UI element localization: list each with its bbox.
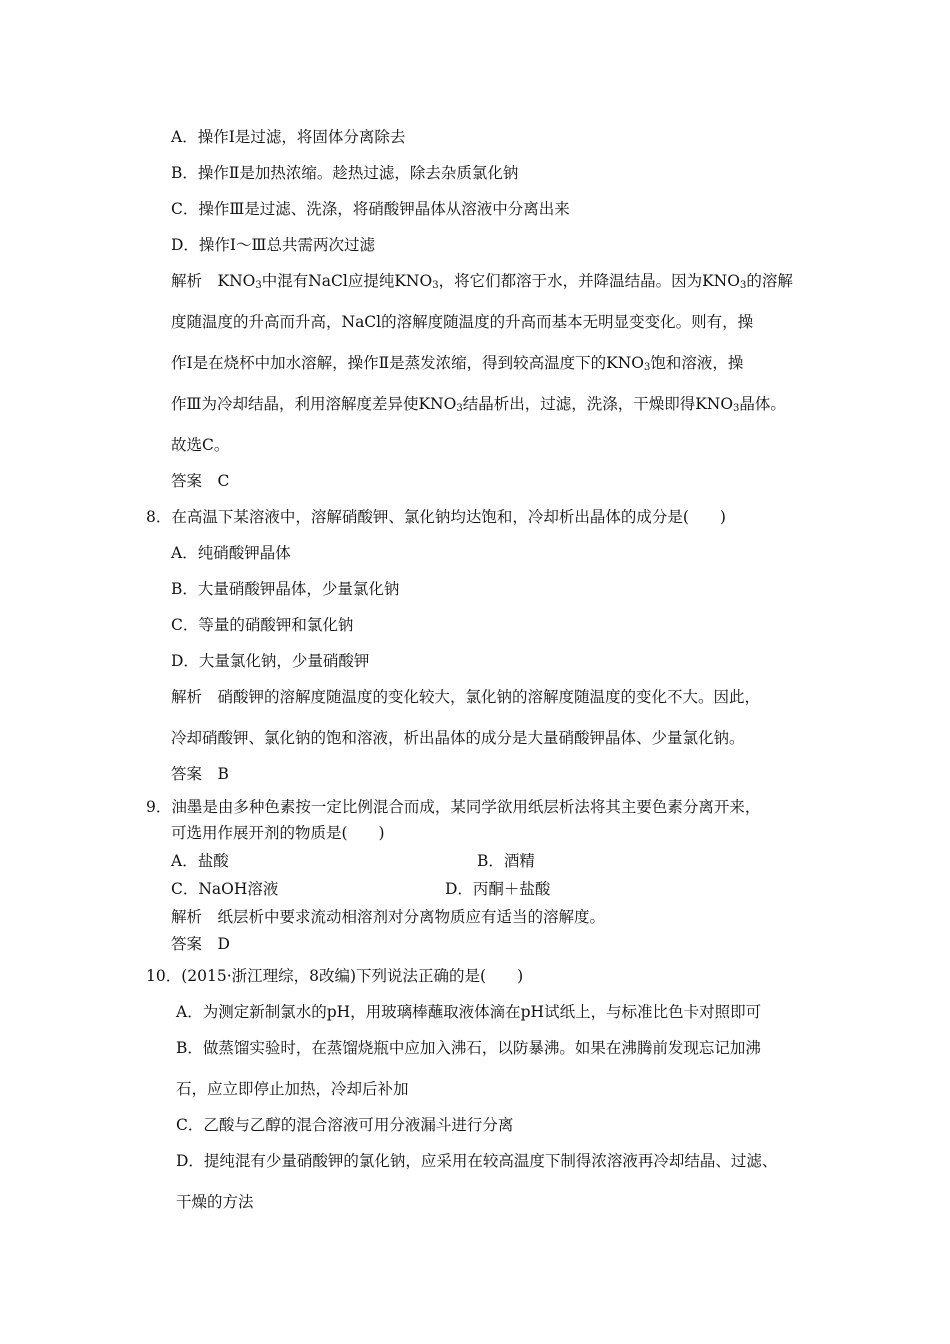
q10-option-a: A．为测定新制氯水的pH，用玻璃棒蘸取液体滴在pH试纸上，与标准比色卡对照即可 xyxy=(176,1003,762,1021)
q7-analysis-line-5: 故选C。 xyxy=(171,436,230,454)
q8-analysis-line-2: 冷却硝酸钾、氯化钠的饱和溶液，析出晶体的成分是大量硝酸钾晶体、少量氯化钠。 xyxy=(171,729,745,747)
q8-answer: 答案 B xyxy=(171,765,229,783)
q10-option-b-line-1: B．做蒸馏实验时，在蒸馏烧瓶中应加入沸石，以防暴沸。如果在沸腾前发现忘记加沸 xyxy=(176,1039,761,1057)
q10-option-b-line-2: 石，应立即停止加热，冷却后补加 xyxy=(176,1080,409,1098)
q9-option-a: A．盐酸 xyxy=(171,852,229,870)
q10-option-d-line-1: D．提纯混有少量硝酸钾的氯化钠，应采用在较高温度下制得浓溶液再冷却结晶、过滤、 xyxy=(176,1152,778,1170)
q8-option-c: C．等量的硝酸钾和氯化钠 xyxy=(171,616,354,634)
q7-answer: 答案 C xyxy=(171,472,230,490)
q7-option-a: A．操作Ⅰ是过滤，将固体分离除去 xyxy=(171,128,406,146)
q8-stem: 8．在高温下某溶液中，溶解硝酸钾、氯化钠均达饱和，冷却析出晶体的成分是( ) xyxy=(146,508,726,526)
q9-answer: 答案 D xyxy=(171,935,230,953)
q10-stem: 10．(2015·浙江理综，8改编)下列说法正确的是( ) xyxy=(146,967,524,985)
q9-stem-line-1: 9．油墨是由多种色素按一定比例混合而成，某同学欲用纸层析法将其主要色素分离开来， xyxy=(146,798,761,816)
q9-analysis: 解析 纸层析中要求流动相溶剂对分离物质应有适当的溶解度。 xyxy=(171,908,606,926)
q9-stem-line-2: 可选用作展开剂的物质是( ) xyxy=(171,824,385,842)
q8-option-a: A．纯硝酸钾晶体 xyxy=(171,544,291,562)
q8-option-d: D．大量氯化钠，少量硝酸钾 xyxy=(171,652,370,670)
q7-analysis-line-3: 作Ⅰ是在烧杯中加水溶解，操作Ⅱ是蒸发浓缩，得到较高温度下的$KNO_3$饱和溶液，操 xyxy=(171,354,744,373)
q8-option-b: B．大量硝酸钾晶体，少量氯化钠 xyxy=(171,580,400,598)
q7-analysis-line-2: 度随温度的升高而升高，NaCl的溶解度随温度的升高而基本无明显变变化。则有，操 xyxy=(171,313,754,331)
q7-option-c: C．操作Ⅲ是过滤、洗涤，将硝酸钾晶体从溶液中分离出来 xyxy=(171,200,570,218)
q7-analysis-line-1: 解析 $KNO_3$中混有NaCl应提纯$KNO_3$，将它们都溶于水，并降温结晶。因为$KNO_3$的溶解 xyxy=(171,272,793,291)
q7-option-d: D．操作Ⅰ～Ⅲ总共需两次过滤 xyxy=(171,236,375,254)
q7-analysis-line-4: 作Ⅲ为冷却结晶，利用溶解度差异使$KNO_3$结晶析出，过滤，洗涤，干燥即得$KNO_3$晶体。 xyxy=(171,395,786,414)
q8-analysis-line-1: 解析 硝酸钾的溶解度随温度的变化较大，氯化钠的溶解度随温度的变化不大。因此， xyxy=(171,688,761,706)
q9-option-c: C．NaOH溶液 xyxy=(171,880,279,898)
q10-option-c: C．乙酸与乙醇的混合溶液可用分液漏斗进行分离 xyxy=(176,1116,514,1134)
q10-option-d-line-2: 干燥的方法 xyxy=(176,1193,254,1211)
q7-option-b: B．操作Ⅱ是加热浓缩。趁热过滤，除去杂质氯化钠 xyxy=(171,164,519,182)
q9-option-b: B．酒精 xyxy=(477,852,535,870)
q9-option-d: D．丙酮＋盐酸 xyxy=(445,880,551,898)
